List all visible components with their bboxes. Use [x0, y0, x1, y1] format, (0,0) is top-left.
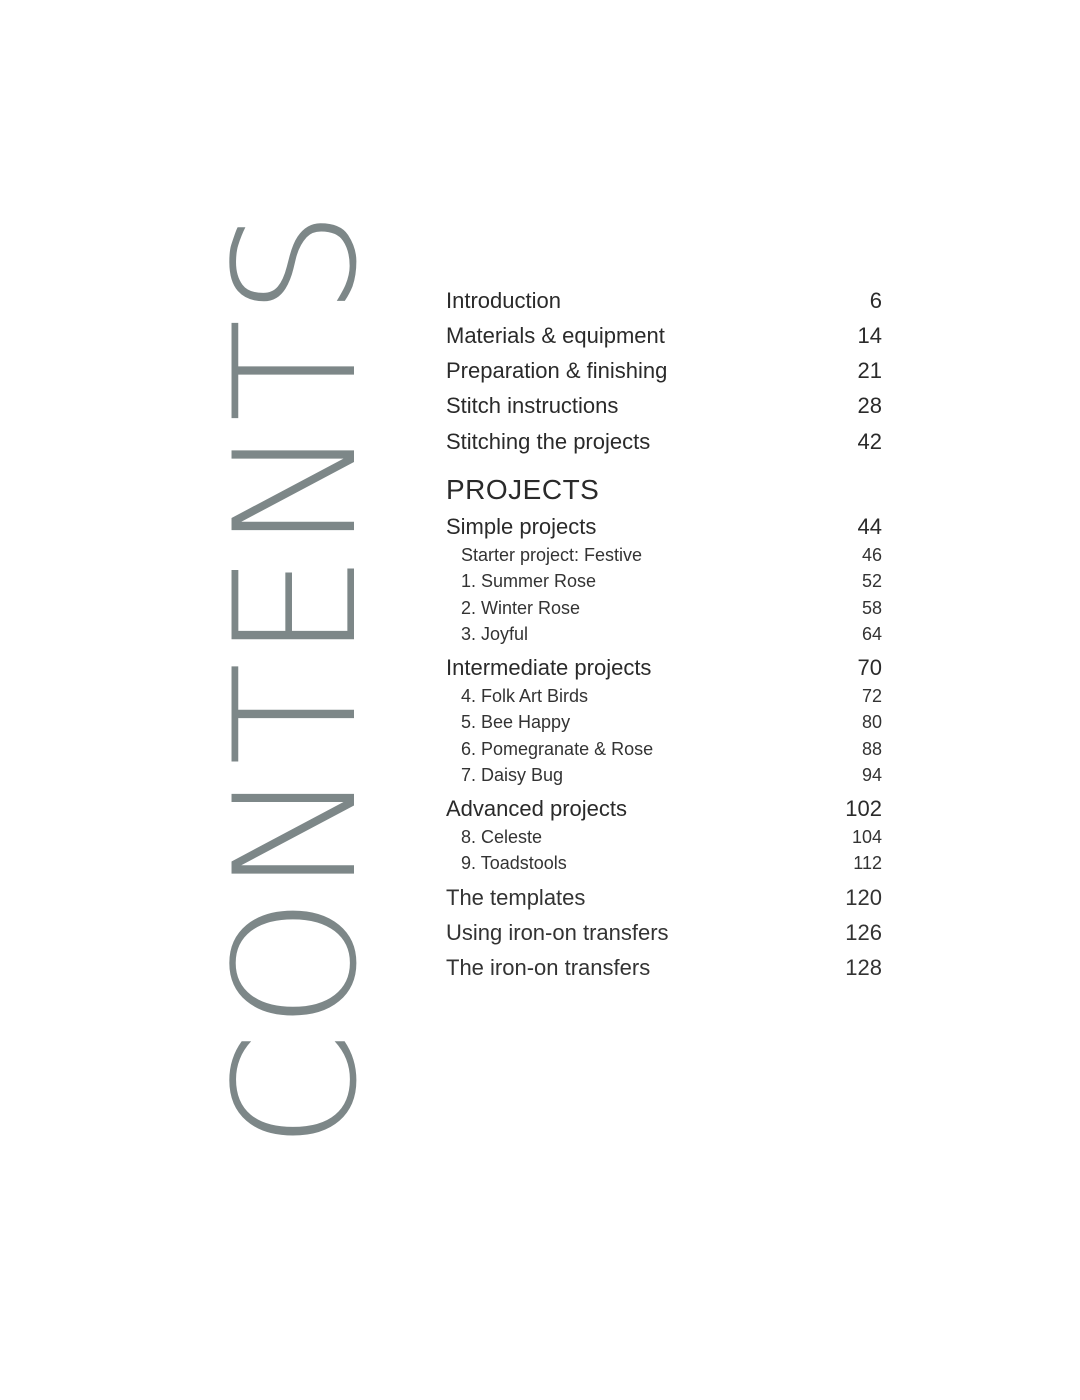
toc-sub-entry-page: 80: [861, 712, 882, 732]
toc-entry-label: Preparation & finishing: [446, 358, 668, 383]
toc-sub-entry-label: 3. Joyful: [461, 624, 529, 644]
toc-section-page: 102: [845, 796, 882, 821]
toc-sub-entry-label: 5. Bee Happy: [461, 712, 571, 732]
toc-section-page: 70: [857, 655, 882, 680]
toc-entry-label: The templates: [446, 885, 586, 910]
toc-entry[interactable]: [446, 429, 882, 455]
toc-sub-entry-label: 4. Folk Art Birds: [461, 686, 589, 706]
toc-sub-entry[interactable]: [446, 624, 882, 645]
toc-sub-entry[interactable]: [446, 827, 882, 848]
toc-entry-label: Materials & equipment: [446, 323, 665, 348]
toc-sub-entry-label: 7. Daisy Bug: [461, 765, 564, 785]
toc-entry-page: 28: [857, 393, 882, 418]
toc-sub-entry-page: 46: [861, 545, 882, 565]
toc-sub-entry-page: 58: [861, 598, 882, 618]
toc-entry[interactable]: [446, 885, 882, 911]
toc-entry-page: 42: [857, 429, 882, 454]
toc-section-label: Simple projects: [446, 514, 597, 539]
toc-sub-entry[interactable]: [446, 686, 882, 707]
toc-sub-entry[interactable]: [446, 598, 882, 619]
toc-sub-entry-label: 9. Toadstools: [461, 853, 567, 873]
toc-sub-entry-page: 52: [861, 571, 882, 591]
toc-section-label: Intermediate projects: [446, 655, 652, 680]
toc-sub-entry-label: Starter project: Festive: [461, 545, 643, 565]
toc-sub-entry[interactable]: [446, 853, 882, 874]
toc-entry[interactable]: [446, 393, 882, 419]
toc-entry-label: Stitch instructions: [446, 393, 619, 418]
toc-entry-page: 6: [869, 288, 882, 313]
toc-sub-entry-page: 72: [861, 686, 882, 706]
toc-sub-entry[interactable]: [446, 712, 882, 733]
toc-entry-label: Stitching the projects: [446, 429, 651, 454]
toc-sub-entry-page: 112: [853, 853, 882, 873]
toc-sub-entry-label: 6. Pomegranate & Rose: [461, 739, 654, 759]
toc-sub-entry[interactable]: [446, 571, 882, 592]
toc-sub-entry-page: 64: [861, 624, 882, 644]
projects-heading: PROJECTS: [446, 474, 600, 505]
toc-sub-entry-label: 8. Celeste: [461, 827, 543, 847]
toc-section-label: Advanced projects: [446, 796, 627, 821]
toc-section-page: 44: [857, 514, 882, 539]
toc-section[interactable]: [446, 514, 882, 540]
toc-sub-entry[interactable]: [446, 765, 882, 786]
toc-entry[interactable]: [446, 288, 882, 314]
toc-sub-entry-label: 2. Winter Rose: [461, 598, 581, 618]
toc-entry-page: 128: [845, 955, 882, 980]
toc-sub-entry[interactable]: [446, 545, 882, 566]
page-title: CONTENTS: [198, 206, 394, 1150]
toc-sub-entry-page: 94: [861, 765, 882, 785]
toc-sub-entry[interactable]: [446, 739, 882, 760]
toc-entry-page: 126: [845, 920, 882, 945]
toc-entry[interactable]: [446, 955, 882, 981]
toc-sub-entry-page: 104: [851, 827, 882, 847]
toc-entry-label: The iron-on transfers: [446, 955, 651, 980]
toc-sub-entry-label: 1. Summer Rose: [461, 571, 597, 591]
toc-entry-page: 14: [857, 323, 882, 348]
toc-entry-page: 120: [845, 885, 882, 910]
toc-entry[interactable]: [446, 358, 882, 384]
toc-section[interactable]: [446, 655, 882, 681]
toc-entry[interactable]: [446, 323, 882, 349]
toc-entry[interactable]: [446, 920, 882, 946]
toc-section[interactable]: [446, 796, 882, 822]
toc-entry-label: Using iron-on transfers: [446, 920, 669, 945]
toc-entry-label: Introduction: [446, 288, 561, 313]
toc-entry-page: 21: [857, 358, 882, 383]
toc-sub-entry-page: 88: [861, 739, 882, 759]
